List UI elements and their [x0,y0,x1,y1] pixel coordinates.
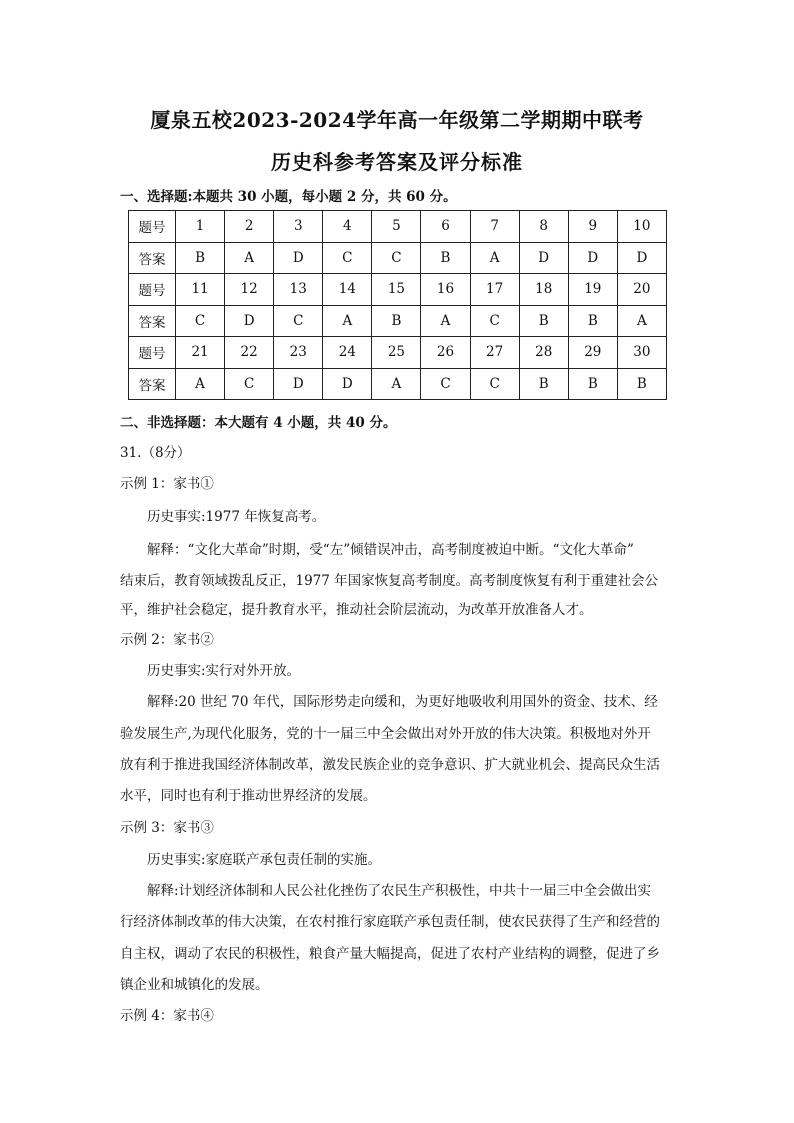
answer-table-row [129,337,667,369]
answer-table-cell: 18 [519,274,568,306]
answer-table-cell: D [274,368,323,400]
document-subtitle: 历史科参考答案及评分标准 [271,150,523,174]
answer-table-cell: 12 [225,274,274,306]
answer-table-cell: 9 [568,211,617,243]
answer-table-cell: 7 [470,211,519,243]
answer-table-row [129,211,667,243]
answer-table-cell: A [617,305,666,337]
answer-table-cell: 16 [421,274,470,306]
answer-table-cell: 19 [568,274,617,306]
section-nonchoice-heading: 二、非选择题：本大题有 4 小题，共 40 分。 [120,415,397,431]
answer-table-cell: 10 [617,211,666,243]
example-1-explanation-line: 平，维护社会稳定，提升教育水平，推动社会阶层流动，为改革开放准备人才。 [120,602,593,618]
answer-table-cell: B [421,242,470,274]
answer-table-cell: A [176,368,225,400]
example-2-explanation-line: 解释:20 世纪 70 年代，国际形势走向缓和，为更好地吸收利用国外的资金、技术、经 [147,694,658,710]
answer-table-cell: 21 [176,337,225,369]
answer-table-cell: C [470,368,519,400]
answer-table-cell: A [323,305,372,337]
answer-table-cell: 5 [372,211,421,243]
answer-table-row-label: 题号 [129,337,176,369]
answer-table-cell: D [323,368,372,400]
answer-table-cell: 25 [372,337,421,369]
question-31-heading: 31.（8分） [120,445,191,461]
answer-table [128,210,667,400]
answer-table-cell: B [617,368,666,400]
answer-table-cell: 24 [323,337,372,369]
answer-table-cell: 22 [225,337,274,369]
answer-table-row-label: 题号 [129,211,176,243]
example-2-fact: 历史事实:实行对外开放。 [147,663,301,679]
example-1-fact: 历史事实:1977 年恢复高考。 [147,509,326,525]
answer-table-cell: C [470,305,519,337]
example-1-explanation-line: 解释：“文化大革命”时期，受“左”倾错误冲击，高考制度被迫中断。“文化大革命” [147,542,634,558]
answer-table-cell: A [421,305,470,337]
answer-table-cell: 6 [421,211,470,243]
answer-table-cell: 15 [372,274,421,306]
example-3-title: 示例 3：家书③ [120,820,214,836]
example-2-explanation-line: 放有利于推进我国经济体制改革，激发民族企业的竞争意识、扩大就业机会、提高民众生活 [120,757,660,773]
answer-table-cell: A [225,242,274,274]
example-2-explanation-line: 水平，同时也有利于推动世界经济的发展。 [120,788,377,804]
example-3-explanation-line: 镇企业和城镇化的发展。 [120,977,269,993]
answer-table-cell: 14 [323,274,372,306]
answer-table-cell: 26 [421,337,470,369]
example-2-explanation-line: 验发展生产,为现代化服务，党的十一届三中全会做出对外开放的伟大决策。积极地对外开 [120,726,651,742]
answer-table-cell: A [372,368,421,400]
answer-table-cell: C [421,368,470,400]
answer-table-cell: 23 [274,337,323,369]
answer-table-cell: 17 [470,274,519,306]
answer-table-row [129,305,667,337]
answer-table-cell: D [274,242,323,274]
answer-table-cell: 30 [617,337,666,369]
answer-table-row-label: 答案 [129,305,176,337]
example-4-title: 示例 4：家书④ [120,1008,214,1024]
answer-table-row-label: 题号 [129,274,176,306]
answer-table-cell: D [519,242,568,274]
example-3-fact: 历史事实:家庭联产承包责任制的实施。 [147,852,382,868]
answer-table-cell: D [617,242,666,274]
answer-table-cell: 4 [323,211,372,243]
answer-table-cell: B [519,368,568,400]
answer-table-cell: C [323,242,372,274]
answer-table-cell: D [568,242,617,274]
answer-table-cell: B [176,242,225,274]
example-1-explanation-line: 结束后，教育领域拨乱反正，1977 年国家恢复高考制度。高考制度恢复有利于重建社会公 [120,573,659,589]
document-title: 厦泉五校2023-2024学年高一年级第二学期期中联考 [150,108,644,132]
answer-table-cell: 3 [274,211,323,243]
answer-table-cell: 13 [274,274,323,306]
answer-table-row [129,242,667,274]
answer-table-cell: 2 [225,211,274,243]
answer-table-cell: 20 [617,274,666,306]
answer-table-cell: 1 [176,211,225,243]
answer-table-cell: B [568,368,617,400]
answer-table-cell: 8 [519,211,568,243]
answer-table-row-label: 答案 [129,368,176,400]
answer-table-cell: 11 [176,274,225,306]
example-3-explanation-line: 行经济体制改革的伟大决策，在农村推行家庭联产承包责任制，使农民获得了生产和经营的 [120,914,660,930]
answer-table-cell: A [470,242,519,274]
answer-table-row [129,368,667,400]
answer-table-cell: B [519,305,568,337]
example-2-title: 示例 2：家书② [120,632,214,648]
answer-table-cell: C [372,242,421,274]
answer-table-cell: C [274,305,323,337]
answer-table-cell: B [372,305,421,337]
section-choice-heading: 一、选择题:本题共 30 小题，每小题 2 分，共 60 分。 [120,189,457,205]
answer-table-cell: C [225,368,274,400]
answer-table-row-label: 答案 [129,242,176,274]
answer-table-row [129,274,667,306]
answer-table-cell: D [225,305,274,337]
example-3-explanation-line: 自主权，调动了农民的积极性，粮食产量大幅提高，促进了农村产业结构的调整，促进了乡 [120,946,660,962]
answer-table-cell: B [568,305,617,337]
example-3-explanation-line: 解释:计划经济体制和人民公社化挫伤了农民生产积极性，中共十一届三中全会做出实 [147,883,652,899]
example-1-title: 示例 1：家书① [120,476,214,492]
answer-table-cell: 28 [519,337,568,369]
answer-table-cell: 27 [470,337,519,369]
answer-table-cell: 29 [568,337,617,369]
answer-table-cell: C [176,305,225,337]
